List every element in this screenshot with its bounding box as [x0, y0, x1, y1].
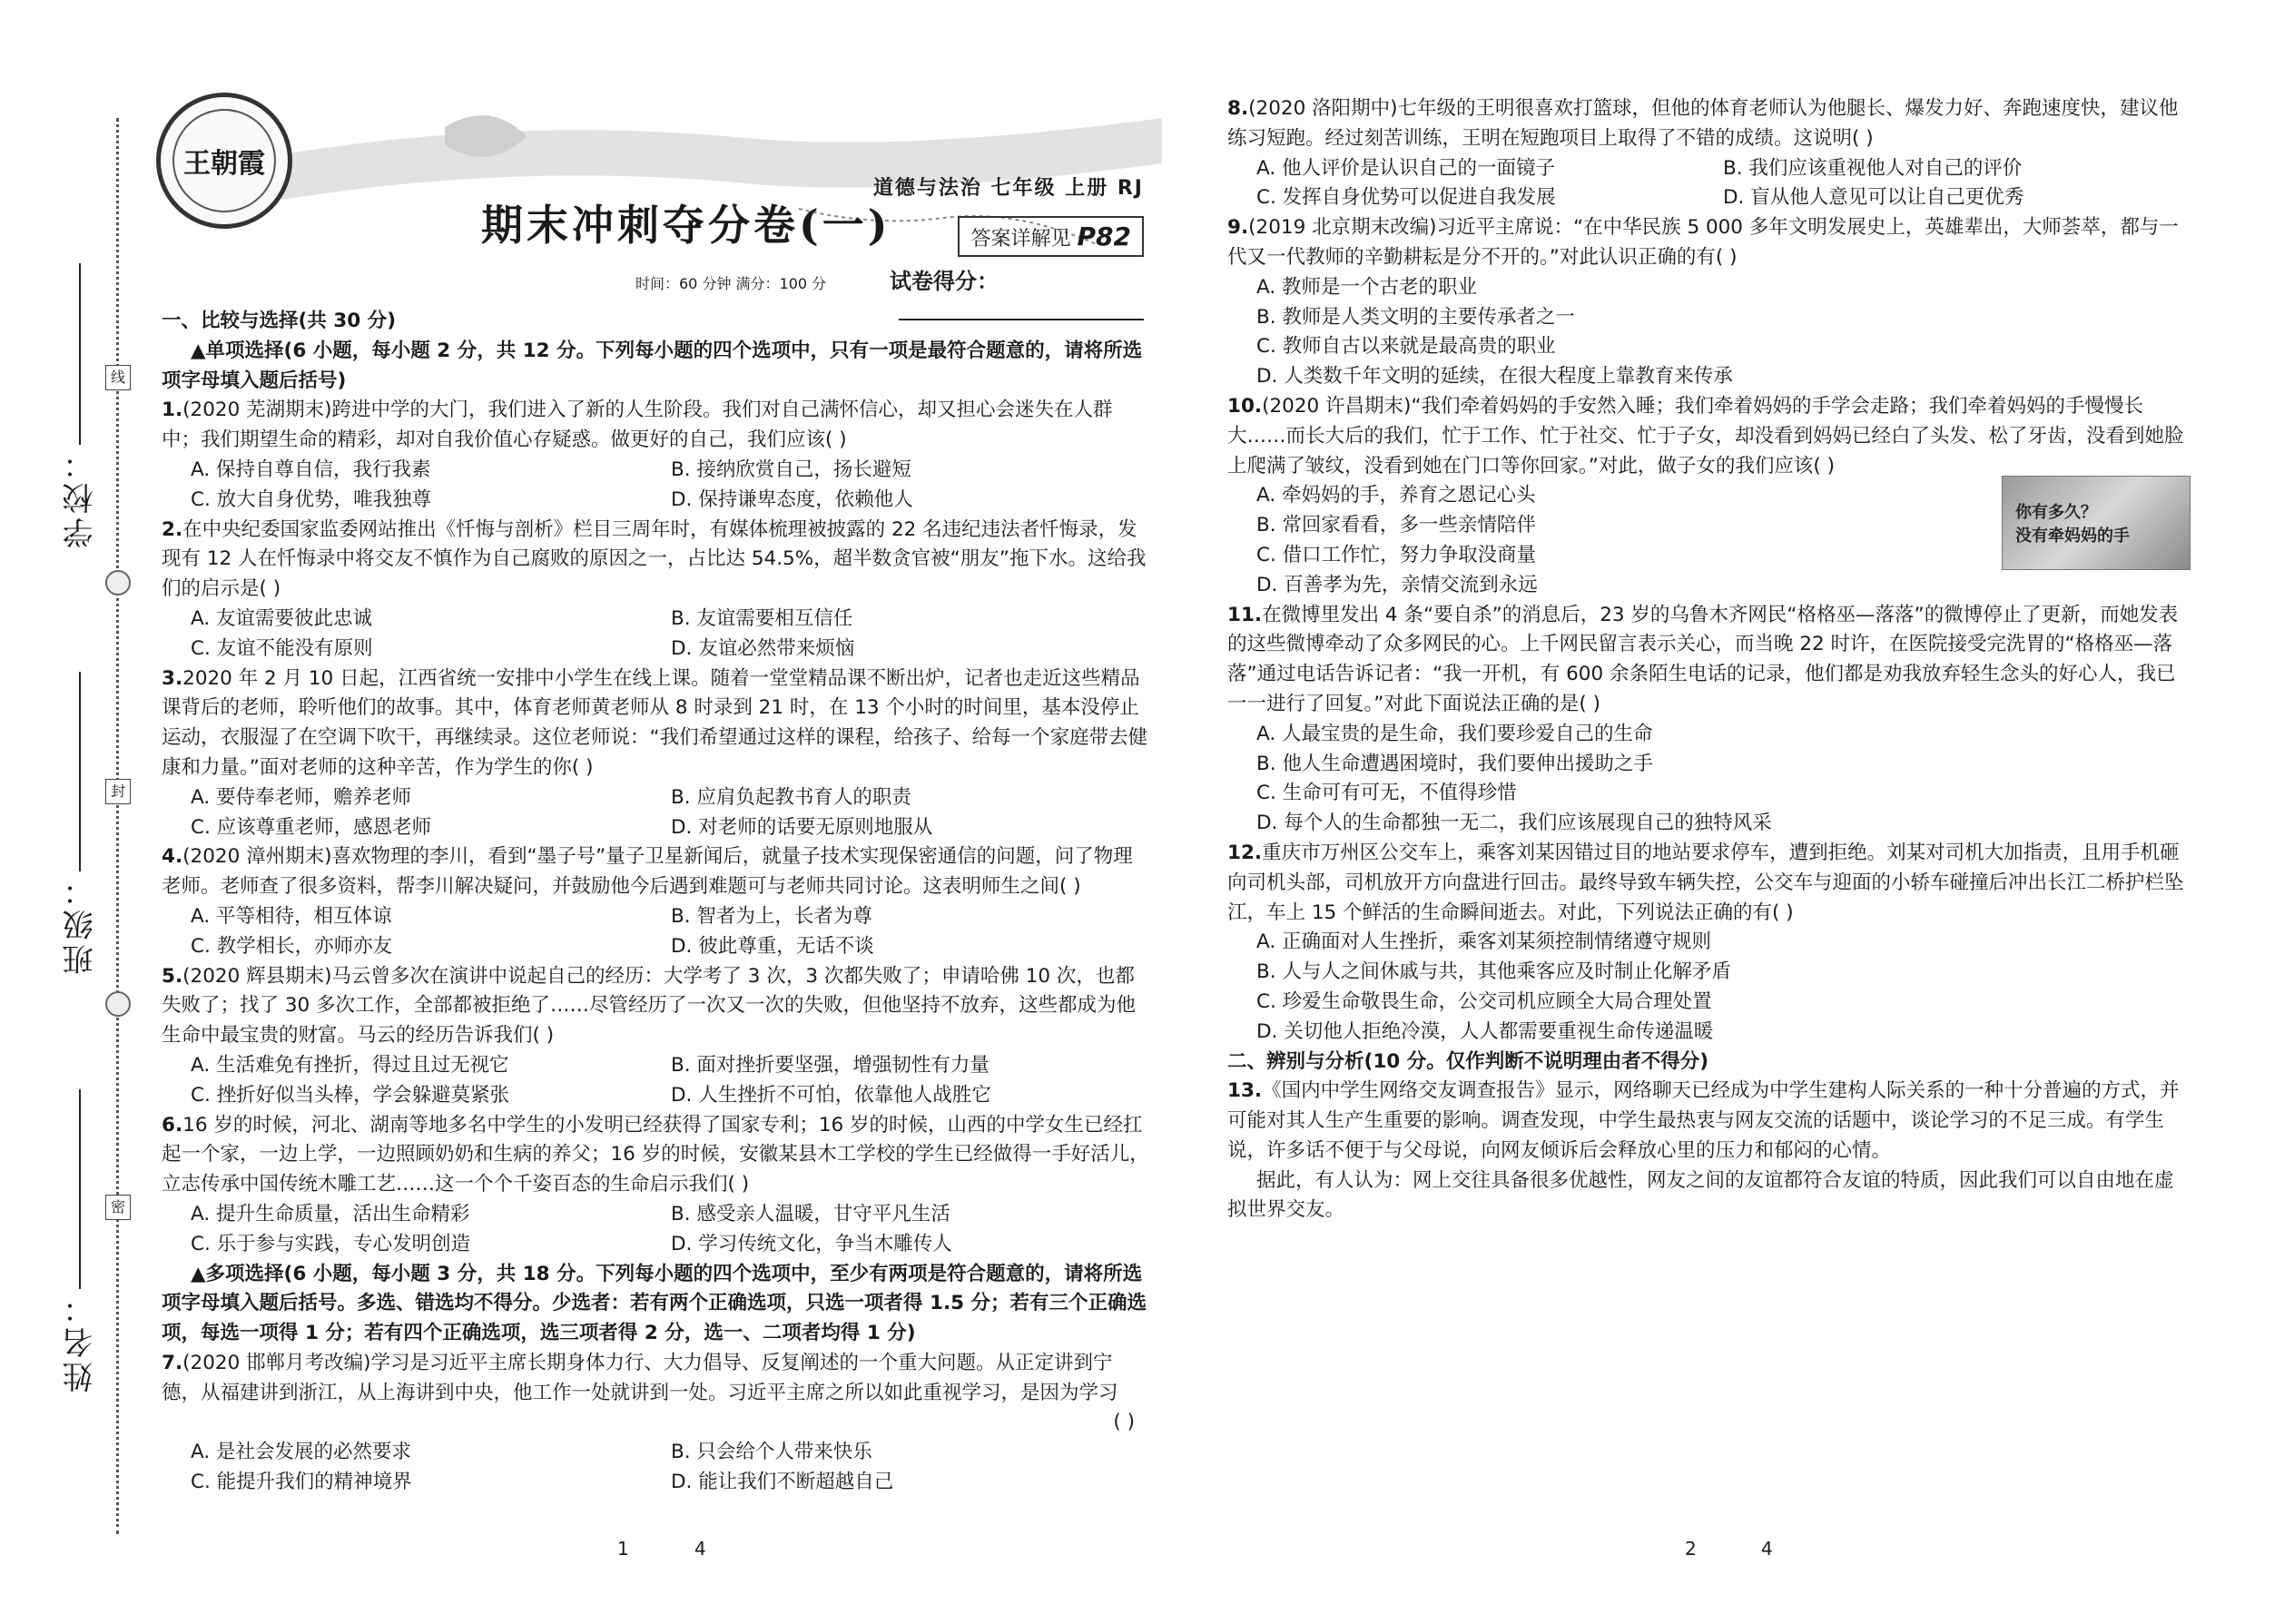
- answer-reference-box: [958, 216, 1144, 257]
- option-d: D. 人生挫折不可怕，依靠他人战胜它: [671, 1083, 991, 1107]
- option-c: C. 珍爱生命敬畏生命，公交司机应顾全大局合理处置: [1256, 989, 1712, 1013]
- question-stem: (2020 芜湖期末)跨进中学的大门，我们进入了新的人生阶段。我们对自己满怀信心，却又担心会迷失在人群中；我们期望生命的精彩，却对自我价值心存疑惑。做更好的自己，我们应该( ): [162, 399, 1113, 452]
- option-b: B. 人与人之间休戚与共，其他乘客应及时制止化解矛盾: [1256, 960, 1731, 984]
- option-d: D. 盲从他人意见可以让自己更优秀: [1723, 186, 2024, 210]
- page-number: 1: [617, 1538, 629, 1560]
- question-number: 7.: [162, 1351, 183, 1374]
- options: [162, 456, 1151, 516]
- question-10-illustration: [2002, 476, 2191, 570]
- option-d: D. 彼此尊重，无话不谈: [671, 934, 874, 958]
- option-a: A. 提升生命质量，活出生命精彩: [191, 1202, 470, 1225]
- class-blank-line[interactable]: [79, 672, 81, 871]
- question-4: [162, 842, 1151, 902]
- question-8: [1227, 94, 2190, 154]
- question-number: 12.: [1227, 841, 1263, 864]
- option-a: A. 教师是一个古老的职业: [1256, 275, 1477, 299]
- binding-dotted-line: [116, 118, 119, 1534]
- brand-logo: [156, 93, 292, 229]
- options: [162, 1051, 1151, 1111]
- question-number: 8.: [1227, 97, 1249, 120]
- binding-sidebar: [0, 0, 136, 1624]
- option-d: D. 每个人的生命都独一无二，我们应该展现自己的独特风采: [1256, 812, 1772, 835]
- right-column: [1227, 94, 2190, 1225]
- brand-logo-text: 王朝霞: [172, 109, 276, 212]
- option-b: B. 常回家看看，多一些亲情陪伴: [1256, 514, 1536, 537]
- option-d: D. 人类数千年文明的延续，在很大程度上靠教育来传承: [1256, 365, 1733, 389]
- option-c: C. 乐于参与实践，专心发明创造: [191, 1232, 471, 1255]
- question-stem: (2020 漳州期末)喜欢物理的李川，看到“墨子号”量子卫星新闻后，就量子技术实现保密通信的问题，问了物理老师。老师查了很多资料，帮李川解决疑问，并鼓励他今后遇到难题可与老师共同讨论。这表明师生之间( ): [162, 845, 1133, 899]
- question-number: 13.: [1227, 1079, 1263, 1103]
- section-heading: 二、辨别与分析(10 分。仅作判断不说明理由者不得分): [1227, 1049, 1709, 1073]
- option-d: D. 保持谦卑态度，依赖他人: [671, 487, 913, 511]
- question-9: [1227, 213, 2190, 273]
- question-number: 4.: [162, 845, 183, 869]
- option-d: D. 学习传统文化，争当木雕传人: [671, 1232, 952, 1255]
- school-field[interactable]: [53, 263, 107, 548]
- illustration-caption: 没有牵妈妈的手: [2015, 527, 2130, 546]
- option-c: C. 教学相长，亦师亦友: [191, 934, 393, 958]
- option-d: D. 能让我们不断超越自己: [671, 1471, 894, 1494]
- option-c: C. 能提升我们的精神境界: [191, 1471, 412, 1494]
- question-stem: (2020 辉县期末)马云曾多次在演讲中说起自己的经历：大学考了 3 次，3 次都失败了；申请哈佛 10 次，也都失败了；找了 30 多次工作，全部都被拒绝了……尽管经历了一次又一次的失败，但他坚持不放弃，这些都成为他生命中最宝贵的财富。马云的经历告诉我们( ): [162, 964, 1137, 1048]
- question-1: [162, 396, 1151, 456]
- seal-mark-seal: 封: [105, 779, 131, 804]
- subject-line: 道德与法治 七年级 上册 RJ: [872, 177, 1144, 200]
- page-total: 4: [1761, 1538, 1773, 1560]
- question-5: [162, 962, 1151, 1051]
- option-a: A. 要侍奉老师，赡养老师: [191, 785, 411, 809]
- question-stem: (2020 邯郸月考改编)学习是习近平主席长期身体力行、大力倡导、反复阐述的一个重大问题。从正定讲到宁德，从福建讲到浙江，从上海讲到中央，他工作一处就讲到一处。习近平主席之所以如此重视学习，是因为学习: [162, 1351, 1118, 1404]
- question-number: 3.: [162, 666, 183, 690]
- answer-reference-page: P82: [1077, 221, 1131, 251]
- name-field[interactable]: [53, 1089, 107, 1393]
- option-a: A. 平等相待，相互体谅: [191, 904, 392, 928]
- option-b: B. 智者为上，长者为尊: [671, 904, 872, 928]
- option-b: B. 面对挫折要坚强，增强韧性有力量: [671, 1053, 989, 1077]
- option-a: A. 正确面对人生挫折，乘客刘某须控制情绪遵守规则: [1256, 930, 1712, 954]
- option-b: B. 他人生命遭遇困境时，我们要伸出援助之手: [1256, 752, 1653, 775]
- option-b: B. 我们应该重视他人对自己的评价: [1723, 156, 2023, 180]
- question-number: 1.: [162, 399, 183, 422]
- question-stem: (2020 洛阳期中)七年级的王明很喜欢打篮球，但他的体育老师认为他腿长、爆发力好、奔跑速度快，建议他练习短跑。经过刻苦训练，王明在短跑项目上取得了不错的成绩。这说明( ): [1227, 97, 2179, 150]
- school-blank-line[interactable]: [79, 263, 81, 445]
- seal-mark-line: 线: [105, 365, 131, 390]
- class-field[interactable]: [53, 672, 107, 975]
- option-c: C. 放大自身优势，唯我独尊: [191, 487, 432, 511]
- question-2: [162, 516, 1151, 605]
- seal-mark-secret: 密: [105, 1195, 131, 1220]
- question-number: 11.: [1227, 603, 1263, 626]
- option-d: D. 友谊必然带来烦恼: [671, 636, 855, 660]
- option-c: C. 生命可有可无，不值得珍惜: [1256, 782, 1517, 805]
- question-10: [1227, 392, 2190, 481]
- question-paragraph: 据此，有人认为：网上交往具备很多优越性，网友之间的友谊都符合友谊的特质，因此我们可以自由地在虚拟世界交友。: [1227, 1168, 2174, 1222]
- question-number: 2.: [162, 517, 183, 541]
- option-a: A. 生活难免有挫折，得过且过无视它: [191, 1053, 509, 1077]
- option-c: C. 发挥自身优势可以促进自我发展: [1256, 186, 1556, 210]
- option-a: A. 人最宝贵的是生命，我们要珍爱自己的生命: [1256, 722, 1653, 745]
- school-label: 学校：: [62, 445, 99, 548]
- question-7: [162, 1349, 1151, 1409]
- option-b: B. 感受亲人温暖，甘守平凡生活: [671, 1202, 950, 1225]
- option-a: A. 牵妈妈的手，养育之恩记心头: [1256, 484, 1536, 507]
- exam-header: [145, 82, 1162, 309]
- question-stem: 16 岁的时候，河北、湖南等地多名中学生的小发明已经获得了国家专利；16 岁的时候，山西的中学女生已经扛起一个家，一边上学，一边照顾奶奶和生病的养父；16 岁的时候，安徽某县木工学校的学生已经做得一手好活儿，立志传承中国传统木雕工艺……这一个个千姿百态的生命启示我们( ): [162, 1113, 1149, 1196]
- question-number: 6.: [162, 1113, 183, 1137]
- question-number: 9.: [1227, 216, 1249, 240]
- question-stem: 2020 年 2 月 10 日起，江西省统一安排中小学生在线上课。随着一堂堂精品课不断出炉，记者也走近这些精品课背后的老师，聆听他们的故事。其中，体育老师黄老师从 8 时录到 21 时，在 13 个小时的时间里，基本没停止运动，衣服湿了在空调下吹干，再继续录。这位老师说：“我们希望通过这样的课程，给孩子、给每一个家庭带去健康和力量。”面对老师的这种辛苦，作为学生的你( ): [162, 666, 1148, 779]
- question-11: [1227, 601, 2190, 720]
- page-total: 4: [694, 1538, 706, 1560]
- options: [162, 1438, 1151, 1498]
- options: [162, 1200, 1151, 1260]
- option-b: B. 接纳欣赏自己，扬长避短: [671, 458, 911, 481]
- question-12: [1227, 839, 2190, 928]
- option-d: D. 关切他人拒绝冷漠，人人都需要重视生命传递温暖: [1256, 1019, 1714, 1043]
- options: [162, 783, 1151, 843]
- options: [1227, 720, 2190, 839]
- option-c: C. 友谊不能没有原则: [191, 636, 373, 660]
- option-b: B. 应肩负起教书育人的职责: [671, 785, 911, 809]
- option-c: C. 教师自古以来就是最高贵的职业: [1256, 335, 1556, 359]
- option-b: B. 教师是人类文明的主要传承者之一: [1256, 305, 1575, 329]
- option-a: A. 保持自尊自信，我行我素: [191, 458, 431, 481]
- option-d: D. 对老师的话要无原则地服从: [671, 815, 933, 839]
- answer-parentheses: ( ): [1113, 1411, 1135, 1434]
- question-stem: 重庆市万州区公交车上，乘客刘某因错过目的地站要求停车，遭到拒绝。刘某对司机大加指责，且用手机砸向司机头部，司机放开方向盘进行回击。最终导致车辆失控，公交车与迎面的小轿车碰撞后冲出长江二桥护栏坠江，车上 15 个鲜活的生命瞬间逝去。对此，下列说法正确的有( ): [1227, 841, 2184, 924]
- class-label: 班级：: [62, 871, 99, 975]
- score-label: 试卷得分：: [890, 269, 999, 294]
- option-b: B. 友谊需要相互信任: [671, 606, 853, 630]
- question-stem: 在中央纪委国家监委网站推出《忏悔与剖析》栏目三周年时，有媒体梳理被披露的 22 名违纪违法者忏悔录，发现有 12 人在忏悔录中将交友不慎作为自己腐败的原因之一，占比达 54.5%，超半数贪官被“朋友”拖下水。这给我们的启示是( ): [162, 517, 1147, 601]
- answer-reference-prefix: 答案详解见: [970, 228, 1071, 251]
- punch-hole-icon: [105, 991, 131, 1017]
- option-d: D. 百善孝为先，亲情交流到永远: [1256, 573, 1538, 596]
- options: [162, 605, 1151, 664]
- name-label: 姓名：: [62, 1289, 99, 1393]
- left-column: [162, 307, 1151, 1498]
- illustration-caption: 你有多久？: [2015, 503, 2097, 522]
- question-stem: 《国内中学生网络交友调查报告》显示，网络聊天已经成为中学生建构人际关系的一种十分普遍的方式，并可能对其人生产生重要的影响。调查发现，中学生最热衷与网友交流的话题中，谈论学习的不足三成。有学生说，许多话不便于与父母说，向网友倾诉后会释放心里的压力和郁闷的心情。: [1227, 1079, 2180, 1162]
- options: [162, 902, 1151, 962]
- option-c: C. 应该尊重老师，感恩老师: [191, 815, 432, 839]
- question-3: [162, 664, 1151, 783]
- option-a: A. 友谊需要彼此忠诚: [191, 606, 372, 630]
- question-stem: 在微博里发出 4 条“要自杀”的消息后，23 岁的乌鲁木齐网民“格格巫—落落”的微博停止了更新，而她发表的这些微博牵动了众多网民的心。上千网民留言表示关心，而当晚 22 时许，在医院接受完洗胃的“格格巫—落落”通过电话告诉记者：“我一开机，有 600 余条陌生电话的记录，他们都是劝我放弃轻生念头的好心人，我已一一进行了回复。”对此下面说法正确的是( ): [1227, 603, 2179, 715]
- question-number: 10.: [1227, 394, 1263, 418]
- option-a: A. 是社会发展的必然要求: [191, 1441, 411, 1464]
- exam-title: 期末冲刺夺分卷(一): [481, 201, 891, 250]
- section-heading: 一、比较与选择(共 30 分): [162, 310, 397, 332]
- instruction-multiple-choice: ▲多项选择(6 小题，每小题 3 分，共 18 分。下列每小题的四个选项中，至少有两项是符合题意的，请将所选项字母填入题后括号。多选、错选均不得分。少选者：若有两个正确选项，只选一项者得 1.5 分；若有三个正确选项，每选一项得 1 分；若有四个正确选项，选三项者得 2 分，选一、二项者均得 1 分): [162, 1262, 1147, 1345]
- question-13: [1227, 1077, 2190, 1166]
- question-6: [162, 1111, 1151, 1200]
- question-number: 5.: [162, 964, 183, 988]
- page-number: 2: [1685, 1538, 1697, 1560]
- name-blank-line[interactable]: [79, 1089, 81, 1289]
- options: [1227, 154, 2190, 214]
- option-a: A. 他人评价是认识自己的一面镜子: [1256, 156, 1555, 180]
- option-b: B. 只会给个人带来快乐: [671, 1441, 872, 1464]
- option-c: C. 借口工作忙，努力争取没商量: [1256, 543, 1537, 566]
- punch-hole-icon: [105, 570, 131, 595]
- option-c: C. 挫折好似当头棒，学会躲避莫紧张: [191, 1083, 510, 1107]
- question-stem: (2019 北京期末改编)习近平主席说：“在中华民族 5 000 多年文明发展史上，英雄辈出，大师荟萃，都与一代又一代教师的辛勤耕耘是分不开的。”对此认识正确的有( ): [1227, 216, 2179, 269]
- options: [1227, 273, 2190, 392]
- exam-meta: 时间：60 分钟 满分：100 分: [635, 275, 827, 292]
- instruction-single-choice: ▲单项选择(6 小题，每小题 2 分，共 12 分。下列每小题的四个选项中，只有一项是最符合题意的，请将所选项字母填入题后括号): [162, 339, 1143, 392]
- question-stem: (2020 许昌期末)“我们牵着妈妈的手安然入睡；我们牵着妈妈的手学会走路；我们牵着妈妈的手慢慢长大……而长大后的我们，忙于工作、忙于社交、忙于子女，却没看到妈妈已经白了头发、松了牙齿，没看到她脸上爬满了皱纹，没看到她在门口等你回家。”对此，做子女的我们应该( ): [1227, 394, 2184, 477]
- options: [1227, 928, 2190, 1047]
